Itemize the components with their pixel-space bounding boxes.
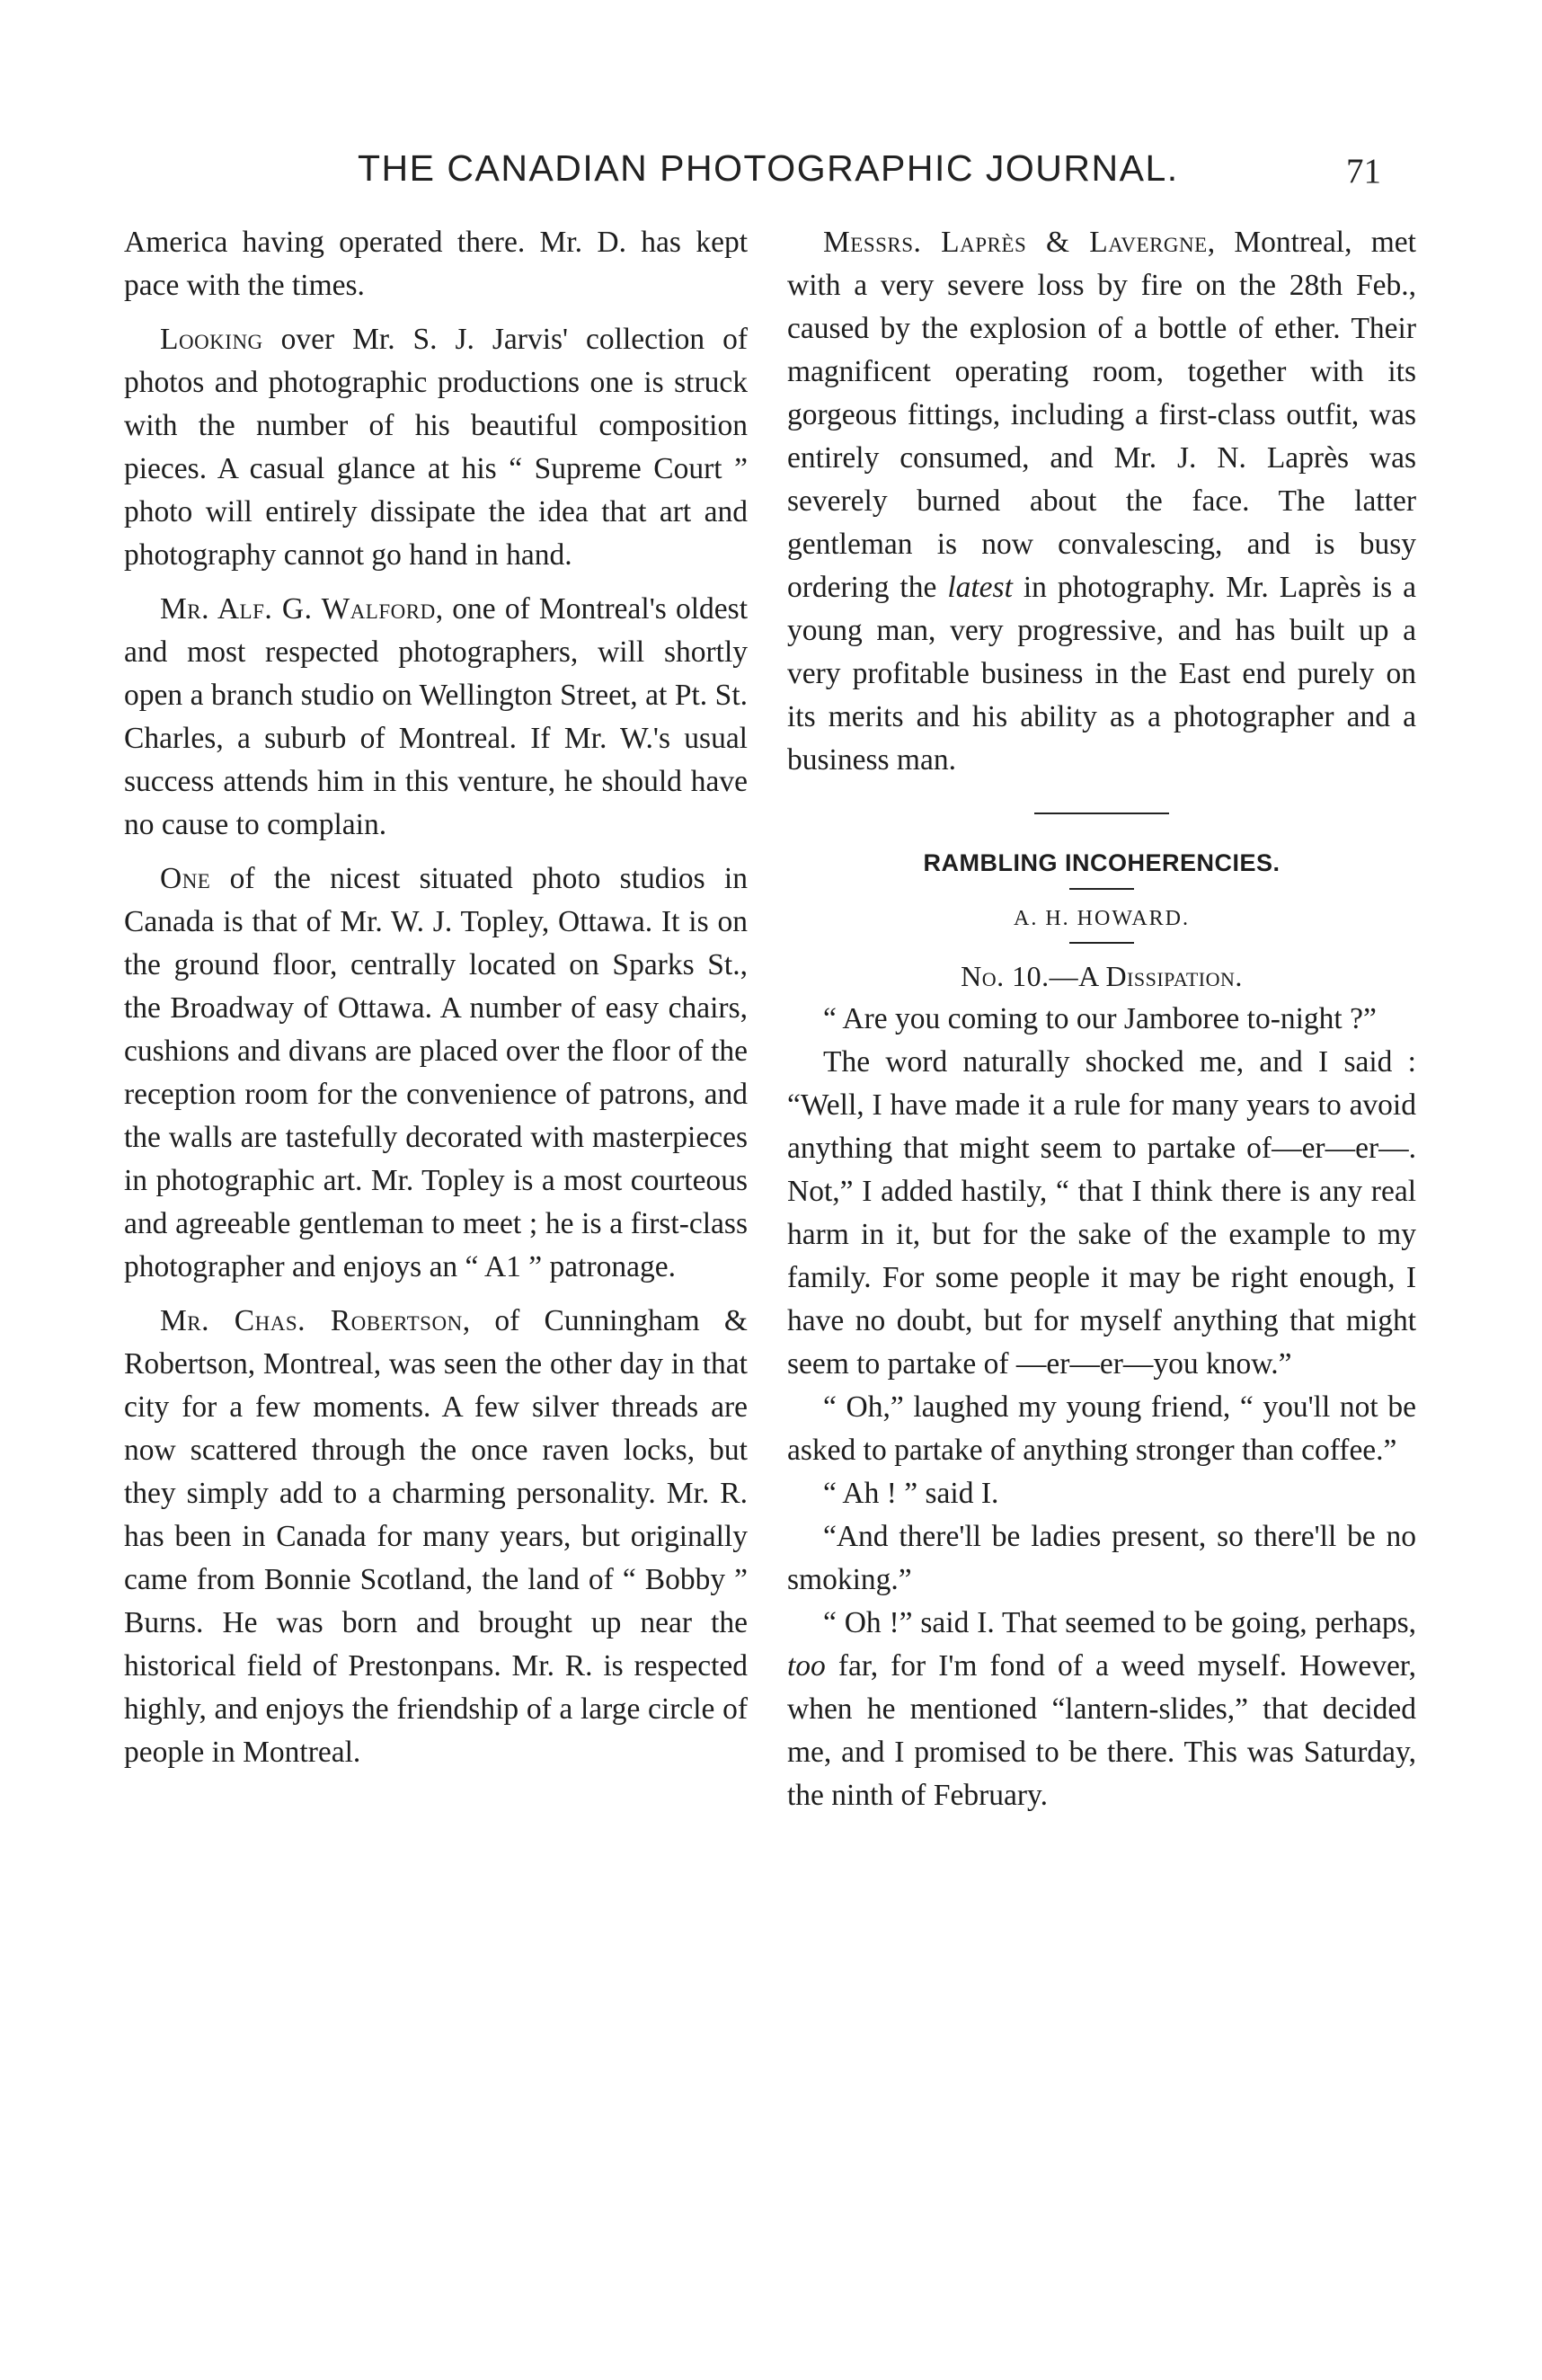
- lead-in: Messrs. Laprès & Lavergne: [823, 226, 1208, 259]
- paragraph-continuation: America having operated there. Mr. D. has kept pace with the times.: [124, 226, 748, 302]
- paragraph-text: of the nicest situated photo studios in Canada is that of Mr. W. J. Topley, Ottawa. It is on the ground floor, centrally located on Sparks St., the Broadway of Ottawa. A number of easy chairs, cushions and divans are placed over the floor of the reception room for the convenience of patrons, and the walls are tastefully decorated with masterpieces in photographic art. Mr. Topley is a most courteous and agreeable gentleman to meet ; he is a first-class photographer and enjoys an “ A1 ” patronage.: [124, 862, 748, 1283]
- dialogue-paragraph: “ Ah ! ” said I.: [823, 1477, 999, 1510]
- page-number: 71: [1346, 152, 1381, 191]
- lead-in: Looking: [160, 323, 263, 356]
- section-divider: [1034, 813, 1169, 814]
- author-byline: A. H. HOWARD.: [1014, 907, 1190, 930]
- lead-in: Mr. Chas. Robertson: [160, 1304, 463, 1337]
- journal-title: THE CANADIAN PHOTOGRAPHIC JOURNAL.: [358, 147, 1179, 189]
- paragraph-jarvis: [124, 318, 748, 577]
- paragraph-text: , of Cunningham & Robertson, Montreal, was seen the other day in that city for a few moments. A few silver threads are now scattered through the once raven locks, but they simply add to a charming personality. Mr. R. has been in Canada for many years, but originally came from Bonnie Scotland, the land of “ Bobby ” Burns. He was born and brought up near the historical field of Prestonpans. Mr. R. is respected highly, and enjoys the friendship of a large circle of people in Montreal.: [124, 1304, 748, 1769]
- dialogue-paragraph: The word naturally shocked me, and I said : “Well, I have made it a rule for many years to avoid anything that might seem to partake of—er—er—. Not,” I added hastily, “ that I think there is any real harm in it, but for the sake of the example to my family. For some people it may be right enough, I have no doubt, but for myself anything that might seem to partake of —er—er—you know.”: [787, 1045, 1416, 1381]
- italic-word: too: [787, 1649, 826, 1683]
- paragraph-lapres: [787, 221, 1416, 782]
- lead-in: One: [160, 862, 211, 895]
- dialogue-paragraph: “ Oh,” laughed my young friend, “ you'll not be asked to partake of anything stronger than coffee.”: [787, 1390, 1416, 1467]
- paragraph-text: , one of Montreal's oldest and most respected photographers, will shortly open a branch studio on Wellington Street, at Pt. St. Charles, a suburb of Montreal. If Mr. W.'s usual success attends him in this venture, he should have no cause to complain.: [124, 592, 748, 841]
- paragraph-text: over Mr. S. J. Jarvis' collection of photos and photographic productions one is struck with the number of his beautiful composition pieces. A casual glance at his “ Supreme Court ” photo will entirely dissipate the idea that art and photography cannot go hand in hand.: [124, 323, 748, 572]
- paragraph-robertson: [124, 1300, 748, 1774]
- dialogue-paragraph: [787, 1602, 1416, 1817]
- paragraph-walford: [124, 588, 748, 847]
- title-divider: [1069, 888, 1134, 890]
- byline-divider: [1069, 942, 1134, 944]
- left-column: [124, 221, 748, 1774]
- paragraph-topley: [124, 857, 748, 1289]
- italic-word: latest: [947, 571, 1013, 604]
- right-column: [787, 221, 1416, 1817]
- paragraph-text: “ Oh !” said I. That seemed to be going, perhaps,: [823, 1606, 1416, 1639]
- dialogue-paragraph: “ Are you coming to our Jamboree to-night ?”: [823, 1002, 1377, 1035]
- paragraph-text: , Montreal, met with a very severe loss by fire on the 28th Feb., caused by the explosion of a bottle of ether. Their magnificent operating room, together with its gorgeous fittings, including a first-class outfit, was entirely consumed, and Mr. J. N. Laprès was severely burned about the face. The latter gentleman is now convalescing, and is busy ordering the: [787, 226, 1416, 604]
- lead-in: Mr. Alf. G. Walford: [160, 592, 436, 626]
- dialogue-paragraph: “And there'll be ladies present, so there'll be no smoking.”: [787, 1520, 1416, 1596]
- paragraph-text: in photography. Mr. Laprès is a young man, very progressive, and has built up a very profitable business in the East end purely on its merits and his ability as a photographer and a business man.: [787, 571, 1416, 777]
- paragraph-text: far, for I'm fond of a weed myself. However, when he mentioned “lantern-slides,” that decided me, and I promised to be there. This was Saturday, the ninth of February.: [787, 1649, 1416, 1812]
- section-title: RAMBLING INCOHERENCIES.: [923, 849, 1281, 876]
- article-subheading: No. 10.—A Dissipation.: [961, 960, 1243, 992]
